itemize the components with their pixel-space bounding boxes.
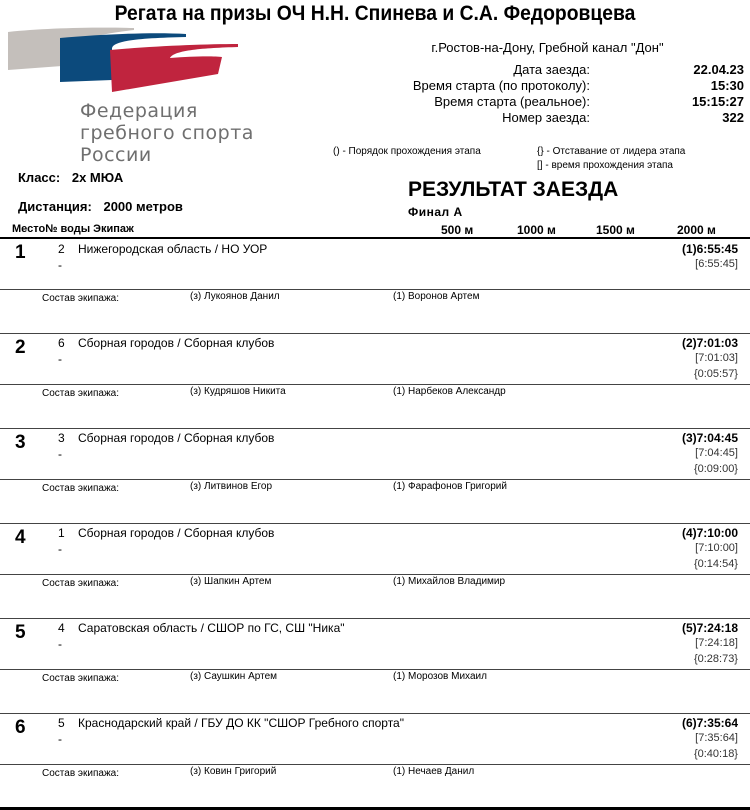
lane-number: 1 [58,526,65,540]
finish-time: (4)7:10:00 [681,526,738,540]
crew-member-stroke: (з) Лукоянов Данил [190,291,280,302]
crew-dash: - [58,352,62,366]
row-divider [0,669,750,670]
crew-members-label: Состав экипажа: [42,578,119,589]
row-divider [0,713,750,714]
crew-member-bow: (1) Михайлов Владимир [393,576,506,587]
row-divider [0,574,750,575]
row-divider [0,479,750,480]
lane-number: 3 [58,431,65,445]
result-title: РЕЗУЛЬТАТ ЗАЕЗДА [408,178,619,201]
federation-logo [4,26,314,166]
column-header-place-lane-crew: Место№ воды Экипаж [12,223,134,235]
crew-members-label: Состав экипажа: [42,768,119,779]
distance-label: Дистанция: [18,199,92,214]
finish-time: (2)7:01:03 [681,336,738,350]
distance [18,199,183,214]
crew-member-stroke: (з) Шапкин Артем [190,576,272,587]
crew-member-stroke: (з) Саушкин Артем [190,671,278,682]
crew-member-bow: (1) Нарбеков Александр [393,386,506,397]
lane-number: 2 [58,242,65,256]
place: 1 [15,242,26,263]
legend-split: [] - время прохождения этапа [537,160,673,171]
crew-dash: - [58,637,62,651]
place: 4 [15,527,26,548]
crew-dash: - [58,542,62,556]
crew-member-bow: (1) Нечаев Данил [393,766,475,777]
crew-dash: - [58,447,62,461]
crew-member-bow: (1) Морозов Михаил [393,671,487,682]
gap-to-leader: {0:40:18} [693,748,738,760]
row-divider [0,428,750,429]
venue: г.Ростов-на-Дону, Гребной канал "Дон" [431,40,664,55]
crew-members-label: Состав экипажа: [42,673,119,684]
scheduled-start-value: 15:30 [710,78,744,93]
legend-gap: {} - Отставание от лидера этапа [537,146,686,157]
crew-members-label: Состав экипажа: [42,293,119,304]
gap-to-leader: {0:05:57} [693,368,738,380]
final-name: Финал А [408,205,463,219]
lane-number: 5 [58,716,65,730]
column-header-2000: 2000 м [677,223,716,237]
split-time: [6:55:45] [695,258,738,270]
row-divider [0,523,750,524]
header-divider [0,237,750,239]
column-header-1000: 1000 м [517,223,556,237]
crew-member-stroke: (з) Кудряшов Никита [190,386,286,397]
actual-start-label: Время старта (реальное): [434,94,590,109]
crew-members-label: Состав экипажа: [42,483,119,494]
crew-member-bow: (1) Фарафонов Григорий [393,481,507,492]
crew-member-bow: (1) Воронов Артем [393,291,480,302]
place: 2 [15,337,26,358]
scheduled-start-label: Время старта (по протоколу): [412,78,590,93]
logo-text-line3: России [80,144,152,166]
boat-class-label: Класс: [18,170,61,185]
finish-time: (1)6:55:45 [681,242,738,256]
legend-order: () - Порядок прохождения этапа [333,146,481,157]
lane-number: 6 [58,336,65,350]
row-divider [0,333,750,334]
place: 6 [15,717,26,738]
column-header-1500: 1500 м [596,223,635,237]
place: 5 [15,622,26,643]
crew-member-stroke: (з) Литвинов Егор [190,481,273,492]
boat-class-value: 2x МЮА [71,170,124,185]
actual-start-value: 15:15:27 [691,94,744,109]
race-number-value: 322 [722,110,744,125]
crew-name: Краснодарский край / ГБУ ДО КК "СШОР Гребного спорта" [78,716,404,730]
split-time: [7:35:64] [695,732,738,744]
finish-time: (3)7:04:45 [681,431,738,445]
split-time: [7:01:03] [695,352,738,364]
race-date-label: Дата заезда: [513,62,590,77]
finish-time: (6)7:35:64 [681,716,738,730]
logo-text-line1: Федерация [80,100,198,122]
logo-text-line2: гребного спорта [80,122,254,144]
crew-name: Саратовская область / СШОР по ГС, СШ "Ника" [78,621,345,635]
row-divider [0,618,750,619]
rowing-federation-logo-icon [4,26,314,166]
crew-name: Сборная городов / Сборная клубов [78,431,275,445]
place: 3 [15,432,26,453]
crew-dash: - [58,258,62,272]
lane-number: 4 [58,621,65,635]
boat-class [18,170,123,185]
race-date-value: 22.04.23 [693,62,744,77]
race-number-label: Номер заезда: [502,110,590,125]
finish-time: (5)7:24:18 [681,621,738,635]
split-time: [7:24:18] [695,637,738,649]
column-header-500: 500 м [441,223,474,237]
row-divider [0,384,750,385]
gap-to-leader: {0:09:00} [693,463,738,475]
crew-members-label: Состав экипажа: [42,388,119,399]
crew-name: Сборная городов / Сборная клубов [78,526,275,540]
split-time: [7:10:00] [695,542,738,554]
gap-to-leader: {0:14:54} [693,558,738,570]
crew-member-stroke: (з) Ковин Григорий [190,766,277,777]
gap-to-leader: {0:28:73} [693,653,738,665]
split-time: [7:04:45] [695,447,738,459]
distance-value: 2000 метров [103,199,183,214]
crew-name: Нижегородская область / НО УОР [78,242,268,256]
crew-name: Сборная городов / Сборная клубов [78,336,275,350]
row-divider [0,764,750,765]
page-title: Регата на призы ОЧ Н.Н. Спинева и С.А. Федоровцева [114,2,636,25]
row-divider [0,289,750,290]
crew-dash: - [58,732,62,746]
